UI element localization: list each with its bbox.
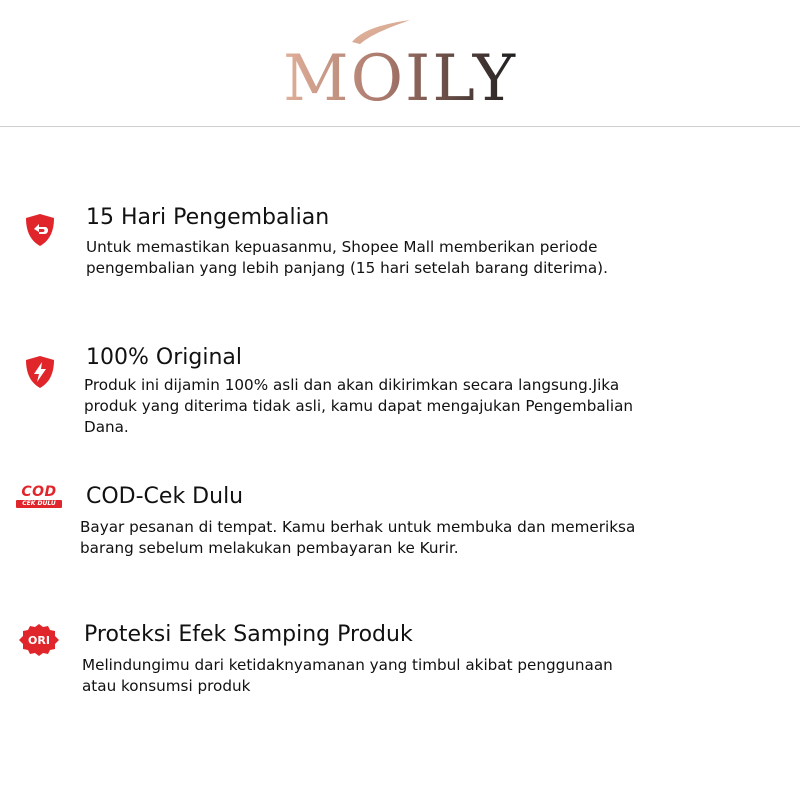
- feature-original: [0, 340, 800, 450]
- feature-title: COD-Cek Dulu: [86, 484, 244, 509]
- ori-seal-icon: [16, 622, 62, 658]
- moily-logo: [0, 0, 800, 127]
- cod-badge-icon: [16, 485, 62, 511]
- feature-title: Proteksi Efek Samping Produk: [84, 622, 413, 647]
- feature-description: Produk ini dijamin 100% asli dan akan dikirimkan secara langsung.Jika produk yang diterima tidak asli, kamu dapat mengajukan Pengembalian Dana.: [84, 376, 634, 436]
- feature-return: [0, 200, 800, 290]
- cod-badge-main: COD: [21, 484, 57, 500]
- logo-swoosh: [352, 20, 410, 44]
- ori-seal-label: ORI: [28, 634, 50, 647]
- feature-description: Untuk memastikan kepuasanmu, Shopee Mall memberikan periode pengembalian yang lebih panjang (15 hari setelah barang diterima).: [86, 238, 608, 277]
- feature-title: 15 Hari Pengembalian: [86, 205, 330, 230]
- feature-cod: [0, 480, 800, 570]
- feature-title: 100% Original: [86, 345, 242, 370]
- feature-description: Melindungimu dari ketidaknyamanan yang timbul akibat penggunaan atau konsumsi produk: [82, 656, 613, 695]
- feature-description: Bayar pesanan di tempat. Kamu berhak untuk membuka dan memeriksa barang sebelum melakukan pembayaran ke Kurir.: [80, 518, 636, 557]
- feature-protection: [0, 620, 800, 710]
- return-shield-icon: [20, 212, 60, 248]
- header: [0, 0, 800, 127]
- logo-text: MOILY: [283, 42, 517, 116]
- cod-badge-sub: CEK DULU: [16, 500, 62, 508]
- lightning-shield-icon: [20, 354, 60, 390]
